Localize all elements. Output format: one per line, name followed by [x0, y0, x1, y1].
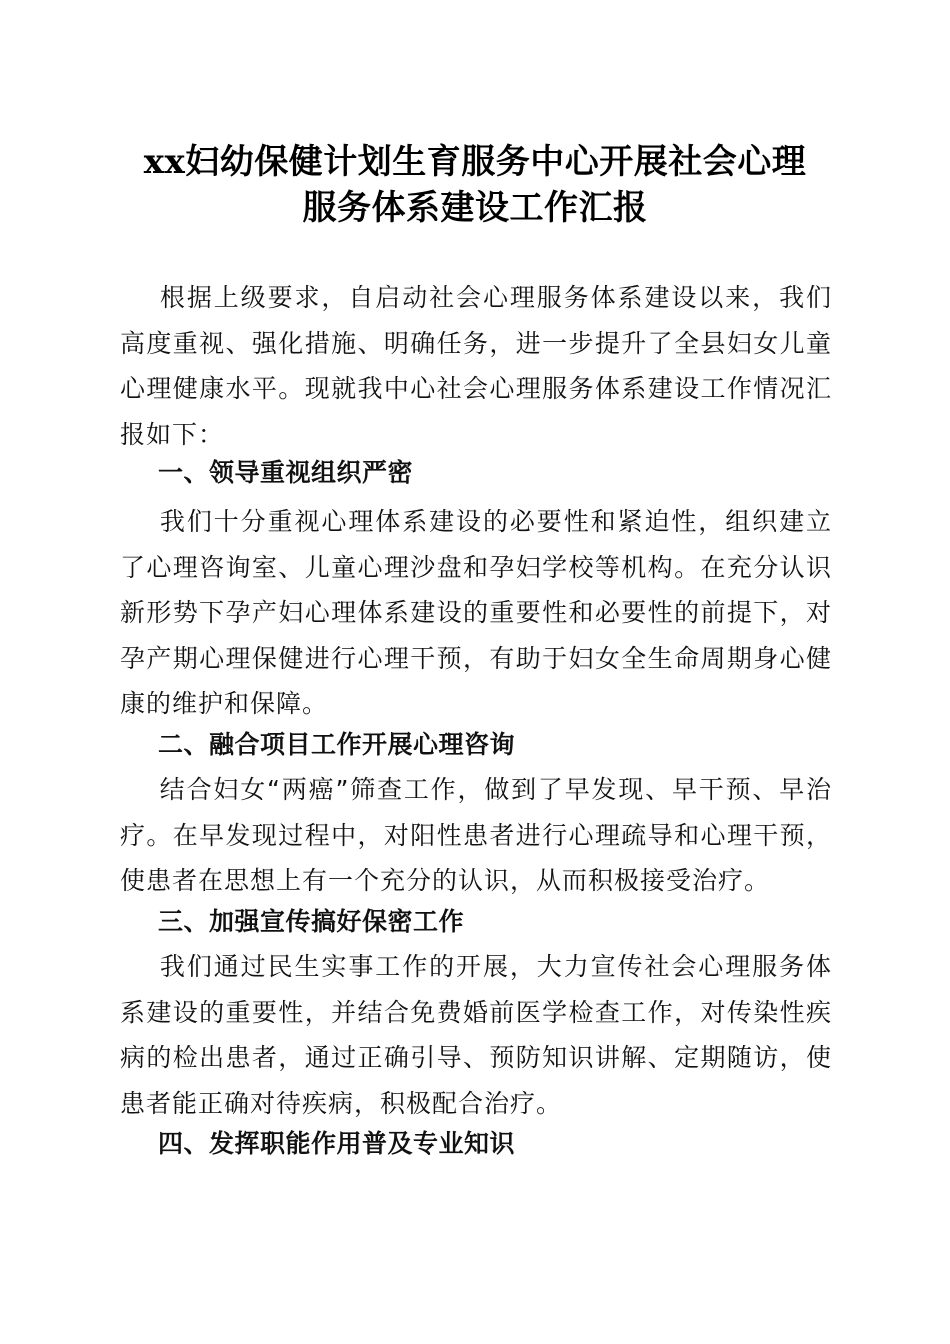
- intro-paragraph: [120, 275, 832, 457]
- document-title-line-2: 服务体系建设工作汇报: [302, 188, 648, 228]
- section-paragraph-2: [120, 767, 832, 904]
- section-heading-1: 一、领导重视组织严密: [158, 458, 414, 487]
- section-text-1: 我们十分重视心理体系建设的必要性和紧迫性，组织建立了心理咨询室、儿童心理沙盘和孕妇学校等机构。在充分认识新形势下孕产妇心理体系建设的重要性和必要性的前提下，对孕产期心理保健进行心理干预，有助于妇女全生命周期身心健康的维护和保障。: [120, 507, 832, 718]
- intro-text: 根据上级要求，自启动社会心理服务体系建设以来，我们高度重视、强化措施、明确任务，进一步提升了全县妇女儿童心理健康水平。现就我中心社会心理服务体系建设工作情况汇报如下：: [120, 283, 832, 449]
- document-title-line-1: xx妇幼保健计划生育服务中心开展社会心理: [143, 142, 807, 182]
- section-heading-3: 三、加强宣传搞好保密工作: [158, 907, 465, 936]
- section-paragraph-1: [120, 499, 832, 727]
- section-text-2: 结合妇女“两癌”筛查工作，做到了早发现、早干预、早治疗。在早发现过程中，对阳性患者进行心理疏导和心理干预，使患者在思想上有一个充分的认识，从而积极接受治疗。: [120, 775, 832, 895]
- section-heading-4: 四、发挥职能作用普及专业知识: [158, 1129, 516, 1158]
- section-text-3: 我们通过民生实事工作的开展，大力宣传社会心理服务体系建设的重要性，并结合免费婚前医学检查工作，对传染性疾病的检出患者，通过正确引导、预防知识讲解、定期随访，使患者能正确对待疾病，积极配合治疗。: [120, 952, 832, 1118]
- section-paragraph-3: [120, 944, 832, 1126]
- section-heading-2: 二、融合项目工作开展心理咨询: [158, 730, 516, 759]
